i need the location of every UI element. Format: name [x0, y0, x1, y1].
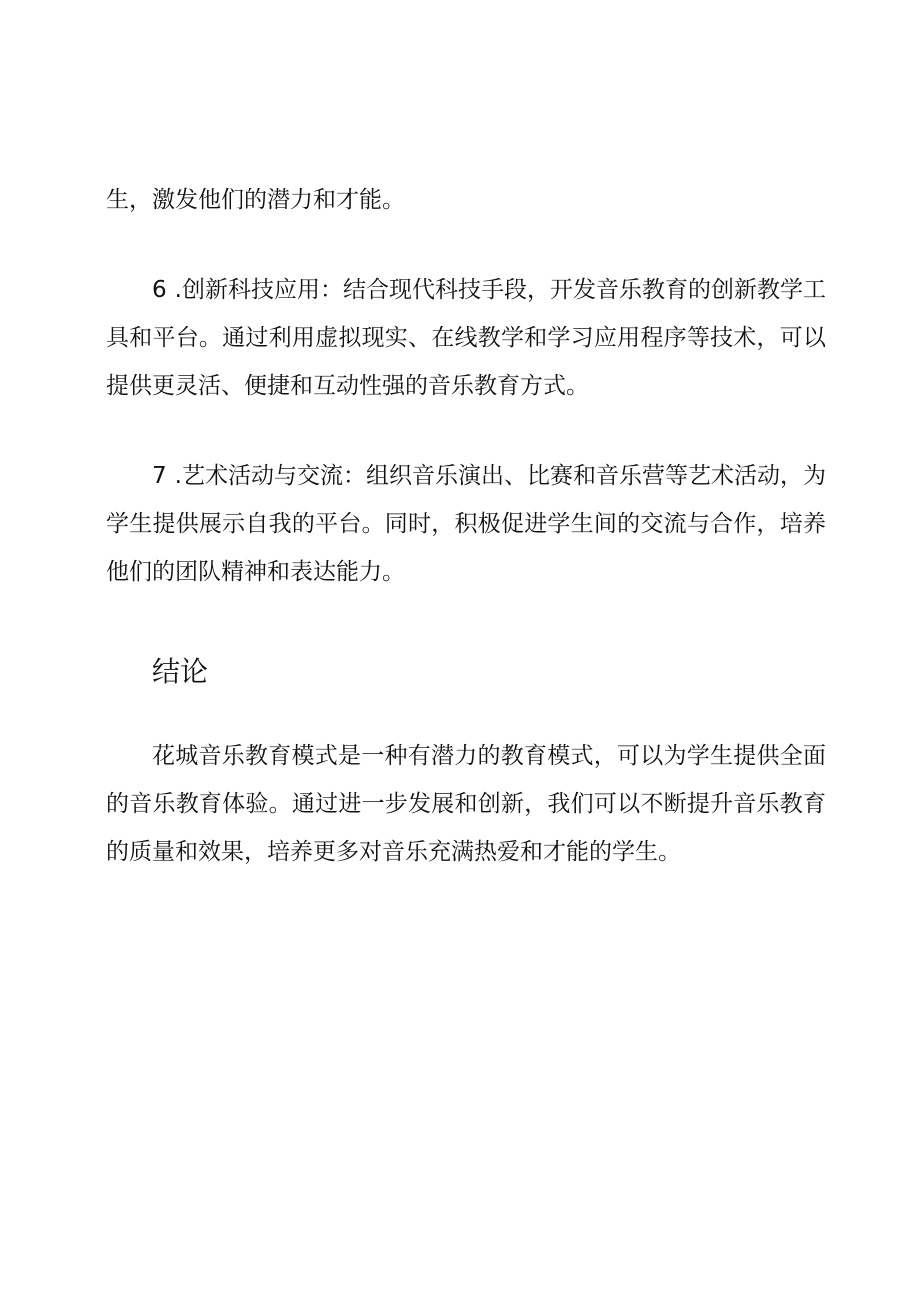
item-number: 7 — [152, 463, 167, 489]
paragraph-text: 生，激发他们的潜力和才能。 — [106, 187, 405, 213]
paragraph-text: .艺术活动与交流：组织音乐演出、比赛和音乐营等艺术活动，为学生提供展示自我的平台。同时，积极促进学生间的交流与合作，培养他们的团队精神和表达能力。 — [106, 463, 826, 585]
paragraph-item-7 — [106, 452, 826, 596]
item-number: 6 — [152, 277, 167, 303]
section-heading: 结论 — [152, 655, 209, 688]
paragraph-item-6 — [106, 266, 826, 410]
paragraph-continuation — [106, 176, 826, 224]
paragraph-text: .创新科技应用：结合现代科技手段，开发音乐教育的创新教学工具和平台。通过利用虚拟现实、在线教学和学习应用程序等技术，可以提供更灵活、便捷和互动性强的音乐教育方式。 — [106, 277, 826, 399]
conclusion-paragraph: 花城音乐教育模式是一种有潜力的教育模式，可以为学生提供全面的音乐教育体验。通过进一步发展和创新，我们可以不断提升音乐教育的质量和效果，培养更多对音乐充满热爱和才能的学生。 — [106, 743, 826, 865]
document-body — [106, 176, 826, 876]
